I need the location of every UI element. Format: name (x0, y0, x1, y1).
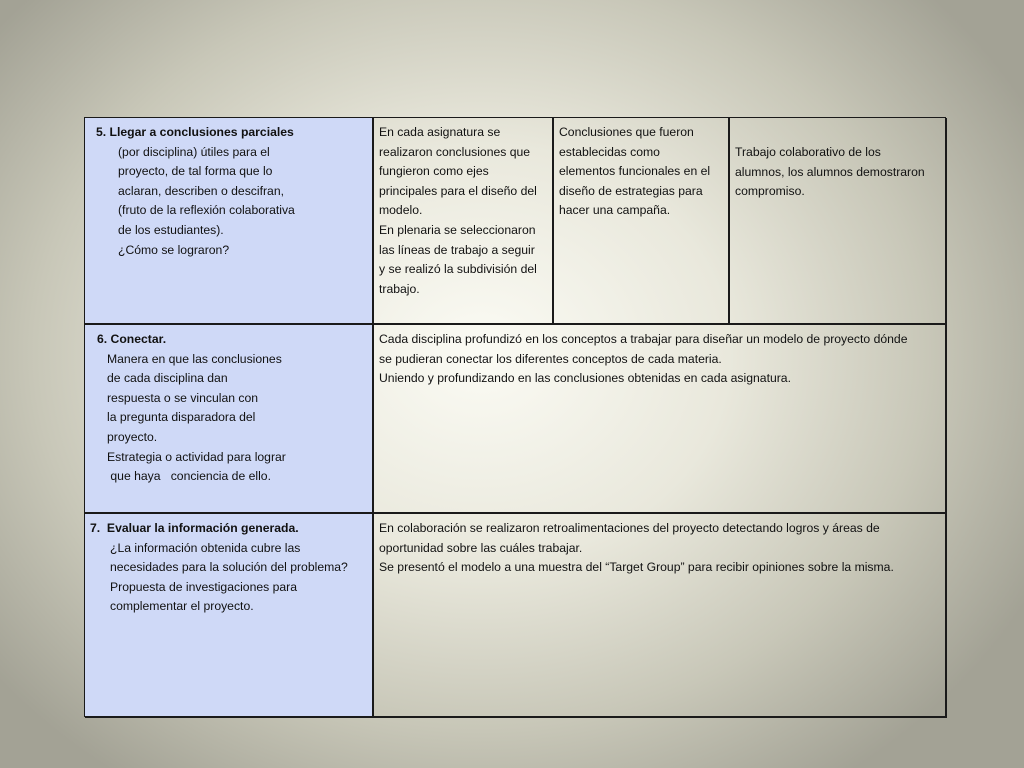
row7-response-line: Se presentó el modelo a una muestra del “Target Group” para recibir opiniones sobre la misma. (379, 560, 894, 575)
row5-col3-line: diseño de estrategias para (559, 183, 703, 198)
row7-criterion-line: necesidades para la solución del problema? (110, 560, 348, 575)
row5-criterion-line: ¿Cómo se lograron? (118, 242, 230, 257)
row6-criterion-line: que haya conciencia de ello. (107, 469, 271, 484)
row5-col2-line: principales para el diseño del (379, 183, 537, 198)
row7-criterion-cell (85, 514, 374, 718)
row5-col4-cell (730, 118, 947, 325)
row5-col3-line: hacer una campaña. (559, 203, 671, 218)
row5-col2-line: y se realizó la subdivisión del (379, 262, 537, 277)
row7-response-line: En colaboración se realizaron retroalimentaciones del proyecto detectando logros y áreas de (379, 521, 880, 535)
row5-col4-line: alumnos, los alumnos demostraron (735, 164, 925, 179)
evaluation-table (84, 117, 946, 717)
row5-col2-line: trabajo. (379, 281, 420, 296)
row6-criterion-line: Estrategia o actividad para lograr (107, 449, 286, 464)
row7-criterion-line: ¿La información obtenida cubre las (110, 540, 301, 555)
row5-col3-line: establecidas como (559, 144, 660, 159)
row7-criterion-line: complementar el proyecto. (110, 599, 254, 614)
row5-col4-line: compromiso. (735, 184, 805, 199)
row5-col2-line: fungieron como ejes (379, 164, 489, 179)
row5-criterion-cell (85, 118, 374, 325)
row6-criterion-line: la pregunta disparadora del (107, 410, 256, 425)
row5-col2-cell (374, 118, 554, 325)
row5-criterion-line: aclaran, describen o descifran, (118, 183, 284, 198)
row6-response-line: Cada disciplina profundizó en los conceptos a trabajar para diseñar un modelo de proyecto dónde (379, 332, 908, 346)
row7-response-cell (374, 514, 947, 718)
row5-criterion-line: (por disciplina) útiles para el (118, 144, 270, 159)
row5-col3-line: Conclusiones que fueron (559, 125, 694, 139)
row5-col2-line: realizaron conclusiones que (379, 144, 531, 159)
row7-response-line: oportunidad sobre las cuáles trabajar. (379, 540, 583, 555)
row5-col2-line: las líneas de trabajo a seguir (379, 242, 535, 257)
row6-criterion-line: respuesta o se vinculan con (107, 390, 259, 405)
row5-col2-line: En plenaria se seleccionaron (379, 222, 536, 237)
row7-criterion-title: 7. Evaluar la información generada. (90, 521, 299, 535)
row5-criterion-line: (fruto de la reflexión colaborativa (118, 203, 295, 218)
row6-criterion-line: de cada disciplina dan (107, 371, 228, 386)
row5-col2-line: En cada asignatura se (379, 125, 501, 139)
row5-criterion-title: 5. Llegar a conclusiones parciales (96, 125, 294, 139)
row5-col3-cell (554, 118, 730, 325)
row5-col2-line: modelo. (379, 203, 423, 218)
row5-col3-line: elementos funcionales en el (559, 164, 711, 179)
row7-criterion-line: Propuesta de investigaciones para (110, 579, 297, 594)
row6-criterion-line: proyecto. (107, 429, 158, 444)
row6-criterion-line: Manera en que las conclusiones (107, 351, 282, 366)
row6-response-line: Uniendo y profundizando en las conclusiones obtenidas en cada asignatura. (379, 371, 791, 386)
row6-criterion-title: 6. Conectar. (97, 332, 167, 346)
row5-criterion-line: proyecto, de tal forma que lo (118, 164, 273, 179)
row5-criterion-line: de los estudiantes). (118, 222, 224, 237)
row6-response-line: se pudieran conectar los diferentes conceptos de cada materia. (379, 351, 722, 366)
row5-col4-line: Trabajo colaborativo de los (735, 145, 881, 159)
row6-criterion-cell (85, 325, 374, 514)
row6-response-cell (374, 325, 947, 514)
